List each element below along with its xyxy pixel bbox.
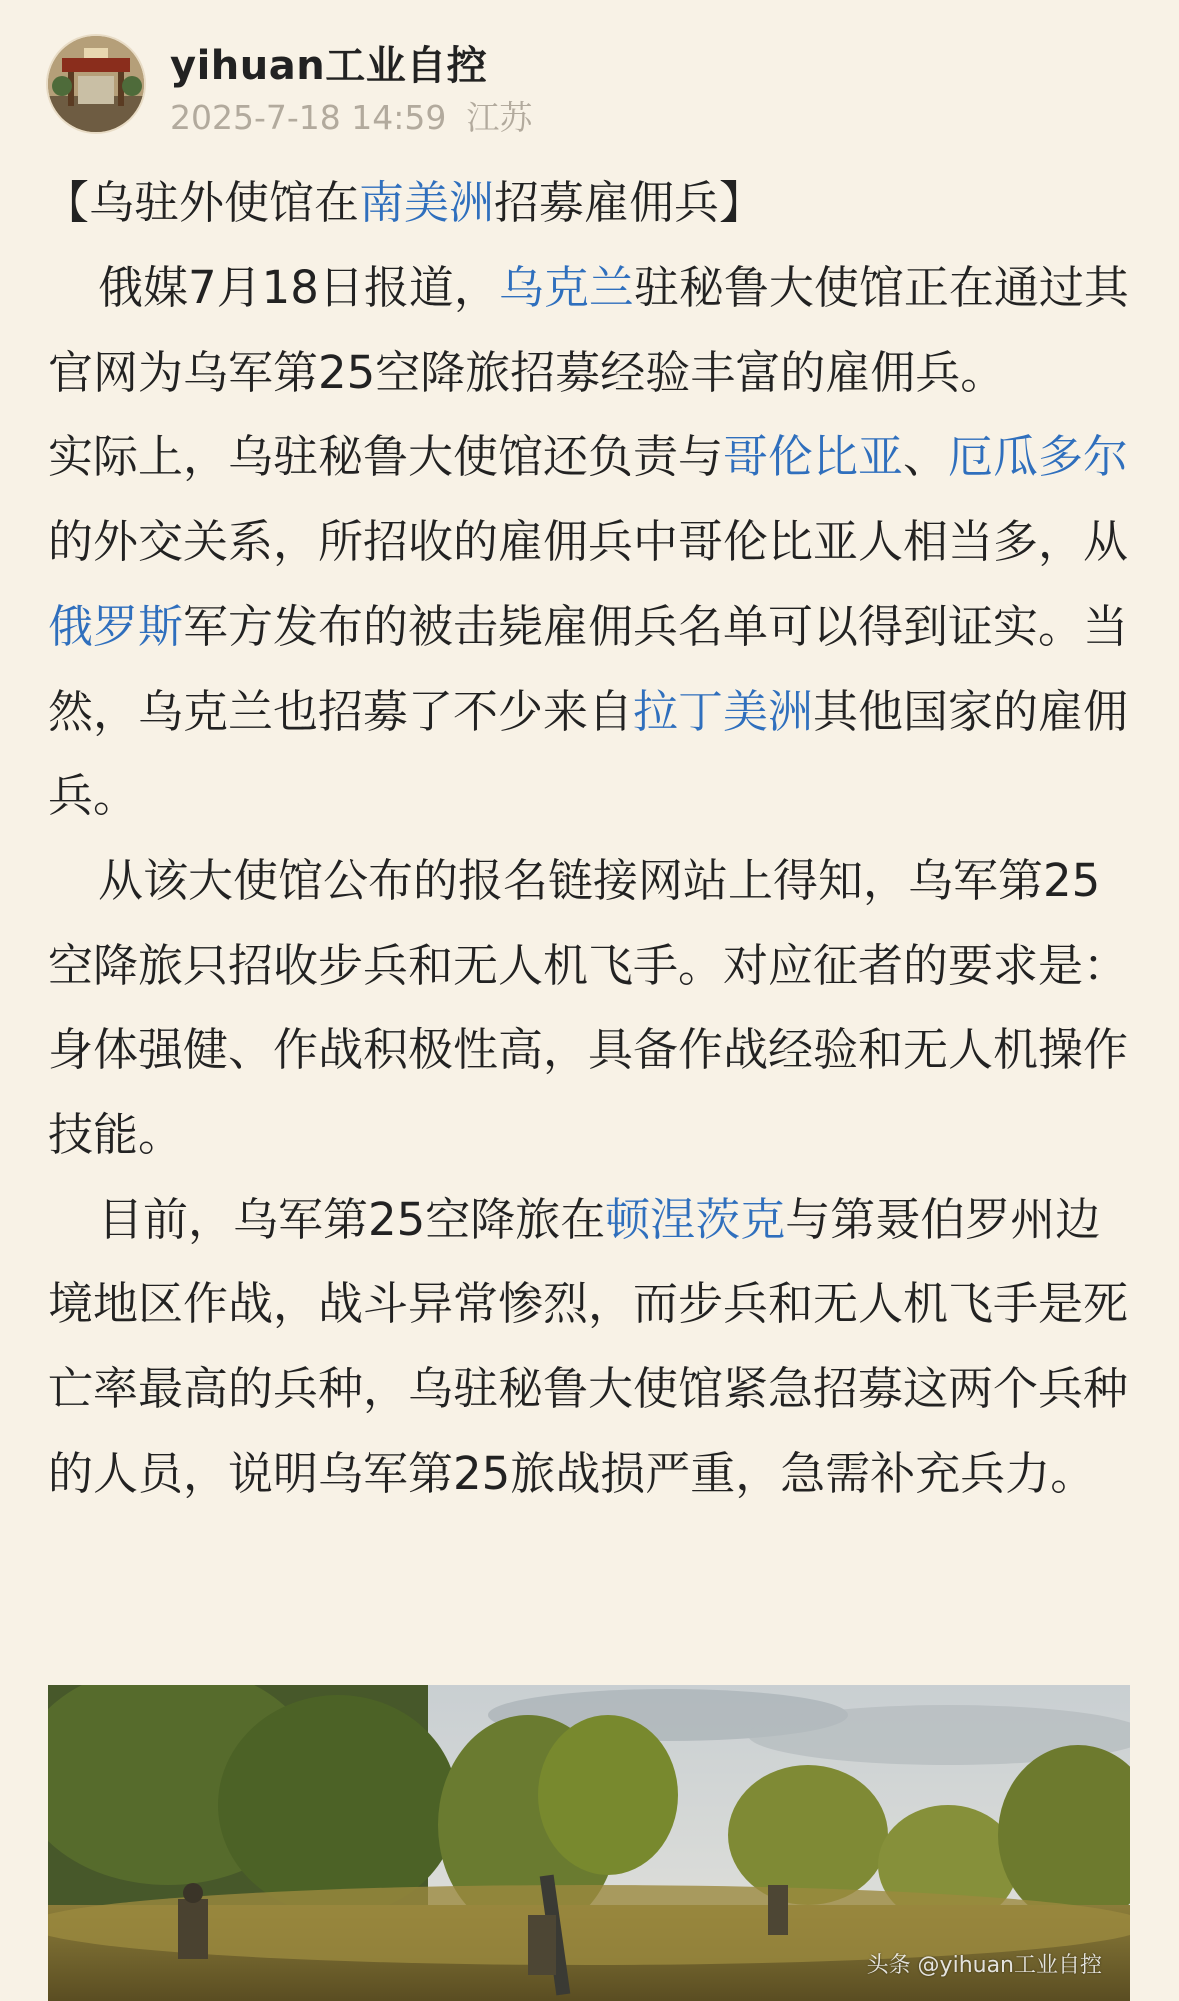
title-text-start: 【乌驻外使馆在 xyxy=(44,176,360,229)
post-timestamp: 2025-7-18 14:59 xyxy=(170,98,447,137)
link-donetsk[interactable]: 顿涅茨克 xyxy=(605,1192,786,1246)
paragraph-2-text-d: 军方发布的被击毙雇佣兵名单可以得到证实。当然，乌克兰也招募了不少来自 xyxy=(48,599,1129,738)
paragraph-4-text-a: 目前，乌军第25空降旅在 xyxy=(98,1192,606,1246)
link-south-america[interactable]: 南美洲 xyxy=(359,176,495,229)
author-name[interactable]: yihuan工业自控 xyxy=(170,43,488,89)
paragraph-2-text-e: 其他国家的雇佣兵。 xyxy=(48,684,1129,823)
paragraph-2-text-b: 、 xyxy=(903,430,949,484)
avatar-image xyxy=(48,36,144,132)
post-meta xyxy=(170,98,532,138)
paragraph-2 xyxy=(48,415,1138,839)
link-colombia[interactable]: 哥伦比亚 xyxy=(723,430,904,484)
post-header xyxy=(48,36,948,146)
post-location: 江苏 xyxy=(466,98,533,137)
title-text-end: 招募雇佣兵】 xyxy=(494,176,765,229)
paragraph-1-text-a: 俄媒7月18日报道， xyxy=(98,261,499,314)
link-latin-america[interactable]: 拉丁美洲 xyxy=(633,684,814,738)
post-photo[interactable] xyxy=(48,1685,1130,2001)
link-ukraine[interactable]: 乌克兰 xyxy=(498,261,634,314)
image-watermark: 头条 @yihuan工业自控 xyxy=(866,1953,1102,1978)
paragraph-1-text-b: 驻秘鲁大使馆正在通过其官网为乌军第25空降旅招募经验丰富的雇佣兵。 xyxy=(48,261,1129,399)
paragraph-4-text-b: 与第聂伯罗州边境地区作战，战斗异常惨烈，而步兵和无人机飞手是死亡率最高的兵种，乌驻秘鲁大使馆紧急招募这两个兵种的人员，说明乌军第25旅战损严重，急需补充兵力。 xyxy=(48,1192,1129,1500)
paragraph-4 xyxy=(48,1178,1138,1517)
paragraph-1 xyxy=(48,246,1138,415)
post-body xyxy=(48,246,1138,1517)
link-russia[interactable]: 俄罗斯 xyxy=(48,599,184,653)
post-title xyxy=(44,170,764,236)
paragraph-3: 从该大使馆公布的报名链接网站上得知，乌军第25空降旅只招收步兵和无人机飞手。对应征者的要求是：身体强健、作战积极性高，具备作战经验和无人机操作技能。 xyxy=(48,853,1129,1162)
avatar[interactable] xyxy=(48,36,144,132)
link-ecuador[interactable]: 厄瓜多尔 xyxy=(948,430,1129,484)
paragraph-2-text-c: 的外交关系，所招收的雇佣兵中哥伦比亚人相当多，从 xyxy=(48,515,1129,569)
paragraph-2-text-a: 实际上，乌驻秘鲁大使馆还负责与 xyxy=(48,430,724,484)
